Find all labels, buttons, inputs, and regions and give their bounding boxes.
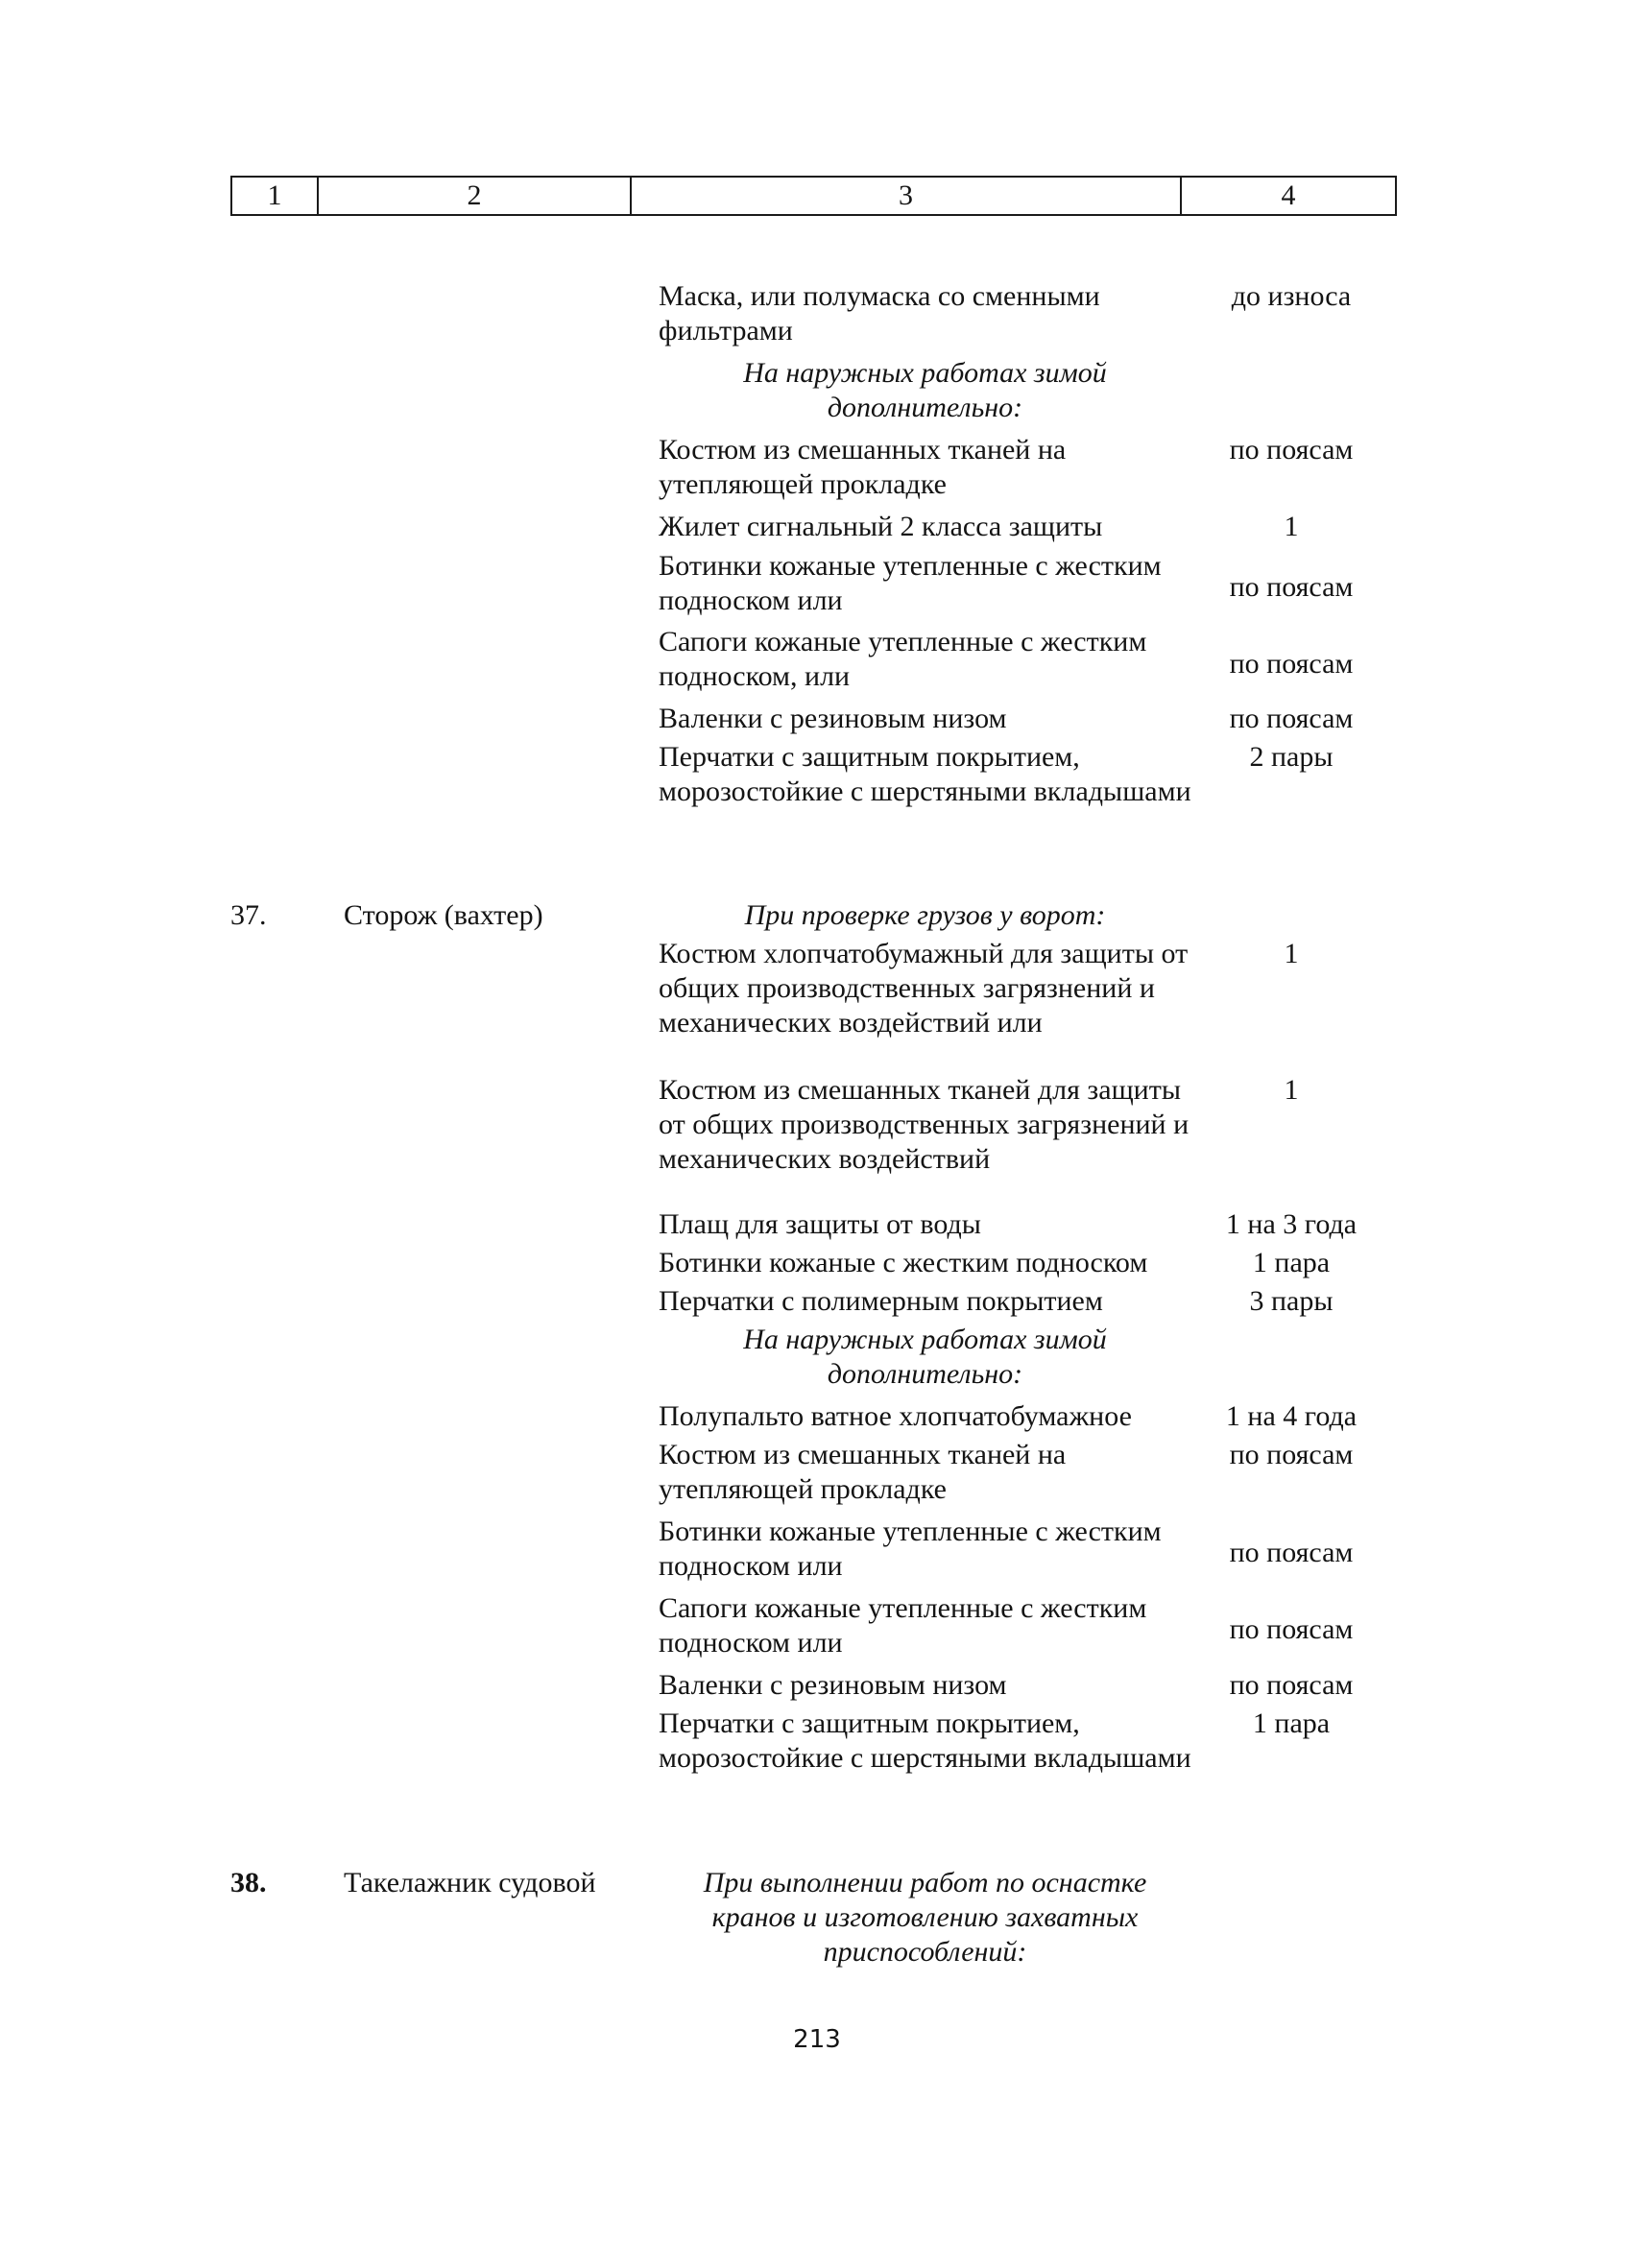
section-subheading: На наружных работах зимой дополнительно: — [743, 357, 1107, 423]
item-qty: 1 на 4 года — [1225, 1400, 1358, 1432]
item-name: Костюм из смешанных тканей на утепляющей прокладке — [659, 434, 1067, 500]
item-name: Перчатки с защитным покрытием, морозостойкие с шерстяными вкладышами — [659, 1707, 1191, 1774]
item-qty: 1 — [1284, 938, 1299, 969]
item-name: Жилет сигнальный 2 класса защиты — [659, 511, 1103, 542]
row-number: 37. — [230, 899, 267, 931]
item-qty: 1 на 3 года — [1225, 1208, 1358, 1240]
item-name: Валенки с резиновым низом — [659, 703, 1007, 734]
item-name: Костюм из смешанных тканей для защиты от общих производственных загрязнений и механических воздействий — [659, 1074, 1189, 1175]
item-name: Ботинки кожаные утепленные с жестким подноском или — [659, 1516, 1162, 1582]
item-name: Сапоги кожаные утепленные с жестким подноском или — [659, 1592, 1147, 1659]
section-subheading: На наружных работах зимой дополнительно: — [743, 1324, 1107, 1390]
column-header-1: 1 — [232, 178, 319, 214]
column-header-row — [230, 176, 1397, 216]
item-qty: 1 — [1284, 511, 1299, 542]
section-subheading: При выполнении работ по оснастке кранов и изготовлению захватных приспособлений: — [703, 1867, 1147, 1968]
item-name: Перчатки с защитным покрытием, морозостойкие с шерстяными вкладышами — [659, 741, 1191, 807]
item-name: Полупальто ватное хлопчатобумажное — [659, 1400, 1132, 1432]
item-name: Маска, или полумаска со сменными фильтрами — [659, 280, 1100, 346]
profession-name: Такелажник судовой — [344, 1867, 596, 1898]
item-qty: по поясам — [1229, 703, 1354, 734]
section-subheading: При проверке грузов у ворот: — [744, 899, 1106, 931]
column-header-2: 2 — [319, 178, 632, 214]
column-header-4: 4 — [1281, 179, 1296, 211]
item-qty: 3 пары — [1249, 1285, 1334, 1317]
item-qty: 1 пара — [1252, 1247, 1331, 1278]
item-qty: по поясам — [1229, 1439, 1354, 1470]
item-name: Костюм хлопчатобумажный для защиты от общих производственных загрязнений и механических воздействий или — [659, 938, 1189, 1039]
item-qty: по поясам — [1229, 1537, 1354, 1568]
item-name: Ботинки кожаные утепленные с жестким подноском или — [659, 550, 1162, 616]
page-number: 213 — [793, 2025, 841, 2054]
item-qty: по поясам — [1229, 571, 1354, 603]
item-qty: 2 пары — [1249, 741, 1334, 773]
item-name: Ботинки кожаные с жестким подноском — [659, 1247, 1148, 1278]
item-qty: по поясам — [1229, 1613, 1354, 1645]
item-name: Костюм из смешанных тканей на утепляющей прокладке — [659, 1439, 1067, 1505]
item-qty: 1 пара — [1252, 1707, 1331, 1739]
item-qty: по поясам — [1229, 1669, 1354, 1701]
item-name: Валенки с резиновым низом — [659, 1669, 1007, 1701]
profession-name: Сторож (вахтер) — [344, 899, 543, 931]
column-header-3: 3 — [632, 178, 1182, 214]
item-name: Перчатки с полимерным покрытием — [659, 1285, 1103, 1317]
row-number: 38. — [230, 1867, 267, 1898]
item-qty: 1 — [1284, 1074, 1299, 1106]
item-qty: по поясам — [1229, 648, 1354, 680]
item-name: Сапоги кожаные утепленные с жестким подноском, или — [659, 626, 1147, 692]
item-qty: по поясам — [1229, 434, 1354, 466]
item-name: Плащ для защиты от воды — [659, 1208, 981, 1240]
item-qty: до износа — [1231, 280, 1352, 312]
